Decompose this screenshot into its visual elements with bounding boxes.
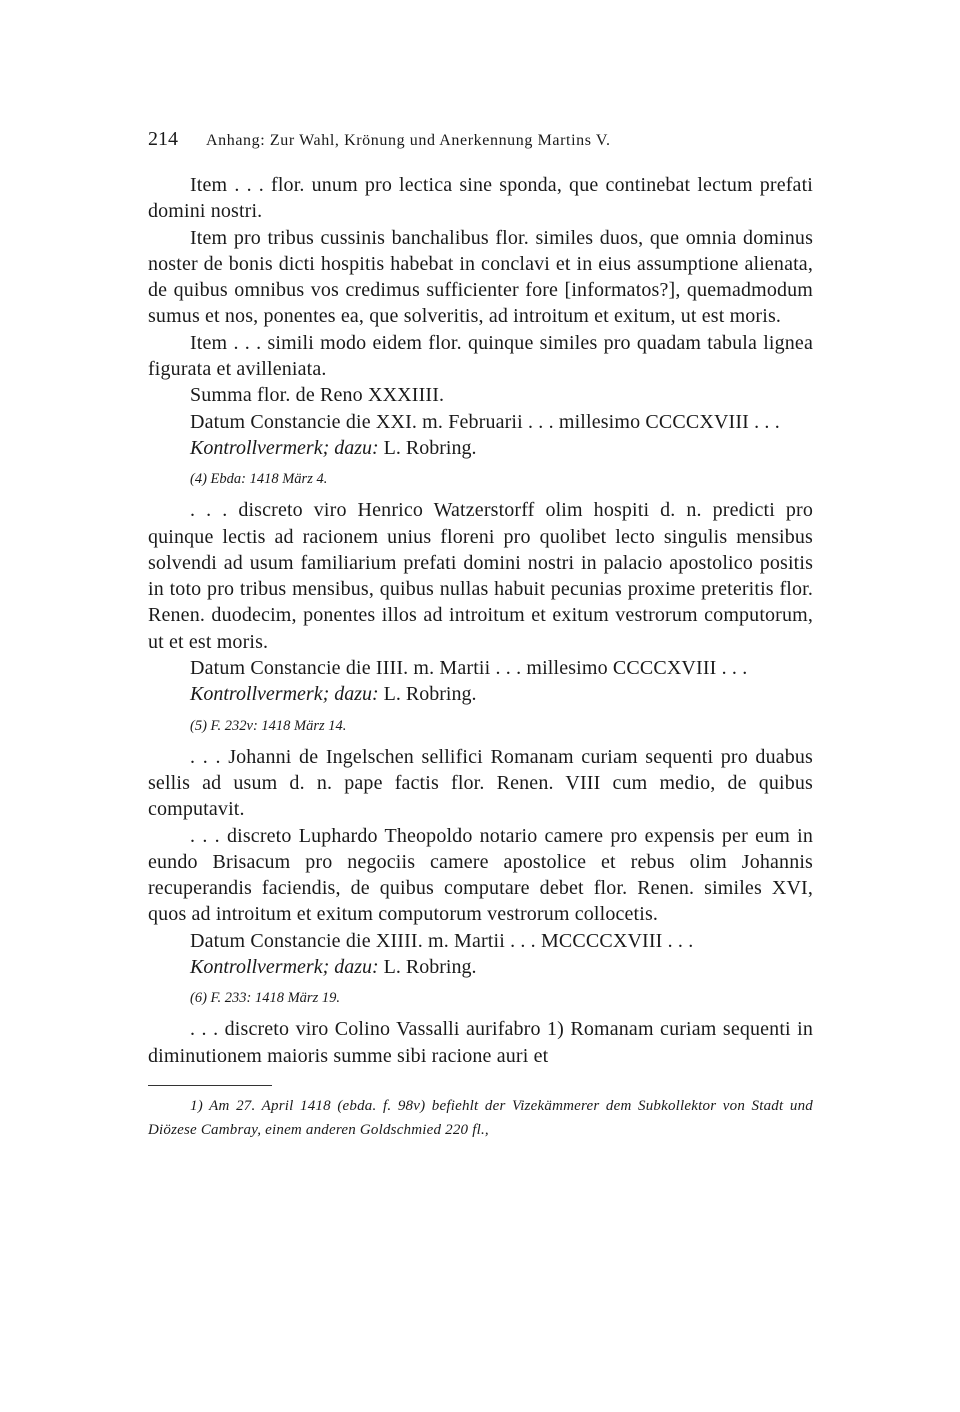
paragraph: Summa flor. de Reno XXXIIII.	[190, 384, 445, 407]
paragraph: . . . Johanni de Ingelschen sellifici Romanam curiam sequenti pro duabus sellis ad usum d. n. pape factis flor. Renen. VIII cum medio, de quibus computavit.	[148, 745, 813, 821]
paragraph: . . . discreto viro Colino Vassalli aurifabro 1) Romanam curiam sequenti in diminutionem maioris summe sibi racione auri et	[148, 1018, 813, 1067]
running-head: Anhang: Zur Wahl, Krönung und Anerkennung Martins V.	[206, 132, 611, 149]
control-note-label: Kontrollvermerk; dazu:	[190, 683, 379, 706]
control-note-name: L. Robring.	[383, 683, 477, 706]
paragraph: Item pro tribus cussinis banchalibus flor. similes duos, que omnia dominus noster de bonis dicti hospitis habebat in conclavi et in eius assumptione alienata, de quibus omnibus vos credimus sufficienter fore [informatos?], quemadmodum sumus et nos, ponentes ea, que solveritis, ad introitum et exitum, ut est moris.	[148, 226, 813, 328]
paragraph: Datum Constancie die IIII. m. Martii . . . millesimo CCCCXVIII . . .	[190, 657, 748, 680]
page-header	[148, 128, 813, 162]
control-note-label: Kontrollvermerk; dazu:	[190, 436, 379, 459]
control-note-label: Kontrollvermerk; dazu:	[190, 956, 379, 979]
paragraph: Datum Constancie die XIIII. m. Martii . . . MCCCCXVIII . . .	[190, 929, 694, 952]
paragraph: Item . . . flor. unum pro lectica sine sponda, que continebat lectum prefati domini nostri.	[148, 174, 813, 223]
paragraph: . . . discreto Luphardo Theopoldo notario camere pro expensis per eum in eundo Brisacum pro negociis camere apostolice et rebus olim Johannis recuperandis faciendis, de quibus computare debet flor. Renen. similes XVI, quos ad introitum et exitum computorum vestrorum collocetis.	[148, 824, 813, 926]
footnote: 1) Am 27. April 1418 (ebda. f. 98v) befiehlt der Vizekämmerer dem Subkollektor von Stadt und Diözese Cambray, einem anderen Goldschmied 220 fl.,	[148, 1097, 813, 1138]
entry-heading: (6) F. 233: 1418 März 19.	[190, 990, 340, 1007]
control-note	[148, 681, 813, 707]
page-number: 214	[148, 128, 178, 150]
paragraph: Item . . . simili modo eidem flor. quinque similes pro quadam tabula lignea figurata et avilleniata.	[148, 331, 813, 381]
control-note-name: L. Robring.	[383, 956, 477, 979]
paragraph: Datum Constancie die XXI. m. Februarii . . . millesimo CCCCXVIII . . .	[190, 410, 780, 433]
control-note	[148, 954, 813, 980]
paragraph: . . . discreto viro Henrico Watzerstorff olim hospiti d. n. predicti pro quinque lectis ad racionem unius floreni pro quolibet lecto singulis mensibus solvendi ad usum familiarium prefati domini nostri in palacio apostolico positis in toto pro tribus mensibus, quibus nullas habuit pecunias proxime preteritis flor. Renen. duodecim, ponentes illos ad introitum et exitum vestrorum computorum, ut et est moris.	[148, 499, 813, 653]
entry-heading: (4) Ebda: 1418 März 4.	[190, 471, 328, 488]
control-note-name: L. Robring.	[383, 436, 477, 459]
control-note	[148, 435, 813, 461]
footnote-divider	[148, 1085, 272, 1086]
entry-heading: (5) F. 232v: 1418 März 14.	[190, 717, 347, 734]
document-page	[148, 128, 813, 1142]
